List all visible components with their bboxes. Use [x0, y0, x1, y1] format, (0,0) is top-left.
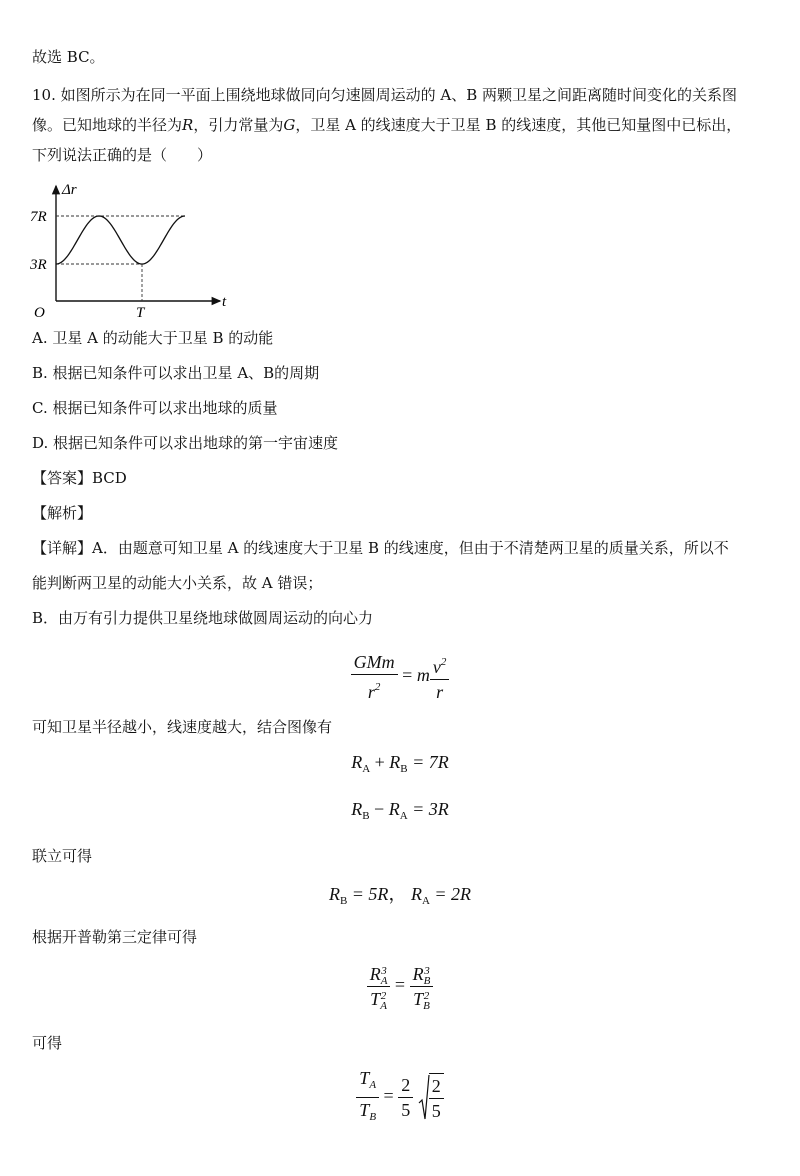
frac-v: v [432, 657, 441, 677]
frac-TA-TB [356, 1066, 379, 1129]
k-ra-sub: A [380, 974, 388, 987]
r-num: 2 [429, 1074, 444, 1099]
k-rb-exp: 3 [424, 964, 430, 977]
stem-var-R: R [182, 116, 194, 134]
eq4-a-rhs: = 5R [351, 884, 389, 904]
option-c: C. 根据已知条件可以求出地球的质量 [32, 399, 278, 417]
eq2-b-sub: B [400, 763, 408, 775]
frac-gmm-r2 [351, 650, 398, 704]
eq2-rhs: = 7R [412, 752, 449, 772]
k-ra-exp: 3 [381, 964, 387, 977]
frac-r: r [367, 682, 375, 702]
stem-line-2a: 像。已知地球的半径为 [32, 116, 183, 134]
equation-diff [0, 799, 800, 822]
text-kede: 可得 [32, 1034, 63, 1052]
y-tick-7R: 7R [30, 209, 47, 225]
detail-line-2: 能判断两卫星的动能大小关系，故 A 错误； [32, 574, 323, 592]
eq4-a: R [328, 884, 340, 904]
eq4-a-sub: B [339, 895, 348, 907]
origin-label: O [34, 305, 45, 318]
frac-r2: r [436, 682, 444, 702]
x-tick-T: T [136, 305, 145, 318]
stem-line-2c: ，卫星 A 的线速度大于卫星 B 的线速度，其他已知量图中已标出， [295, 116, 742, 134]
frac-RA3-TA2 [367, 962, 391, 1011]
text-lianli: 联立可得 [32, 847, 93, 865]
option-a: A. 卫星 A 的动能大于卫星 B 的动能 [32, 329, 274, 347]
eq3-rhs: = 3R [412, 799, 449, 819]
eq2-b: R [389, 752, 401, 772]
equation-kepler [0, 962, 800, 1011]
eq1-m: m [416, 665, 430, 686]
eq3-a-sub: B [362, 810, 370, 822]
k-ta-exp: 2 [380, 989, 387, 1002]
eq3-b: R [388, 799, 400, 819]
analysis-label: 【解析】 [32, 504, 93, 522]
frac-r-exp: 2 [374, 681, 381, 693]
eq2-a-sub: A [362, 763, 371, 775]
k-rb: R [412, 964, 424, 984]
k-tb: T [413, 989, 424, 1009]
equation-sum [0, 752, 800, 775]
stem-line-2b: ，引力常量为 [193, 116, 284, 134]
question-stem [32, 80, 777, 170]
detail-b: B．由万有引力提供卫星绕地球做圆周运动的向心力 [32, 609, 374, 627]
k-rb-sub: B [423, 974, 431, 987]
question-number: 10. [32, 86, 56, 104]
stem-line-1 [32, 80, 777, 110]
answer: 【答案】BCD [32, 469, 127, 487]
option-b: B. 根据已知条件可以求出卫星 A、B的周期 [32, 364, 320, 382]
stem-line-2 [32, 110, 777, 140]
p-ta-sub: A [369, 1079, 377, 1091]
eq2-op: + [374, 752, 385, 772]
distance-time-graph [28, 178, 238, 318]
detail-line-1: 【详解】A．由题意可知卫星 A 的线速度大于卫星 B 的线速度，但由于不清楚两卫星的质量关系，所以不 [32, 539, 729, 557]
p-ta: T [359, 1068, 370, 1088]
eq3-a: R [351, 799, 363, 819]
sqrt-2-5 [418, 1073, 444, 1123]
eq4-b: R [410, 884, 422, 904]
r-den: 5 [431, 1100, 441, 1121]
y-tick-3R: 3R [30, 257, 47, 273]
eq4-b-rhs: = 2R [434, 884, 472, 904]
eq2-a: R [351, 752, 363, 772]
eq4-b-sub: A [421, 895, 430, 907]
c-den: 5 [401, 1100, 411, 1120]
equation-radii [0, 880, 800, 907]
eq3-op: − [374, 799, 385, 819]
option-d: D. 根据已知条件可以求出地球的第一宇宙速度 [32, 434, 339, 452]
stem-var-G: G [283, 116, 296, 134]
k-ta-sub: A [380, 999, 387, 1012]
eq4-sep: ， [388, 884, 407, 904]
frac-gmm-num: GMm [351, 650, 398, 675]
delta-r-curve [56, 216, 185, 264]
p-tb: T [359, 1100, 370, 1120]
equation-period-ratio [0, 1066, 800, 1129]
k-ra: R [369, 964, 381, 984]
equation-gravity-centripetal [0, 650, 800, 704]
p-tb-sub: B [369, 1111, 377, 1123]
frac-v-exp: 2 [440, 656, 447, 668]
eq6-equals: = [383, 1085, 394, 1106]
c-num: 2 [398, 1073, 413, 1098]
eq1-equals: = [402, 665, 413, 686]
eq3-b-sub: A [399, 810, 408, 822]
frac-RB3-TB2 [410, 962, 434, 1011]
text-kepler: 根据开普勒第三定律可得 [32, 928, 198, 946]
intro-text: 故选 BC。 [32, 48, 105, 66]
frac-v2-r [430, 650, 450, 704]
x-axis-label: t [222, 294, 227, 310]
text-after-eq1: 可知卫星半径越小，线速度越大，结合图像有 [32, 718, 333, 736]
stem-line-3: 下列说法正确的是（ ） [32, 146, 213, 164]
eq5-equals: = [394, 974, 406, 995]
k-tb-sub: B [423, 999, 430, 1012]
stem-line-1-text: 如图所示为在同一平面上围绕地球做同向匀速圆周运动的 A、B 两颗卫星之间距离随时间变化的关系图 [60, 86, 738, 104]
frac-under-radical [429, 1073, 444, 1123]
k-tb-exp: 2 [423, 989, 430, 1002]
frac-2-5 [398, 1073, 413, 1122]
y-axis-label: Δr [62, 182, 77, 198]
k-ta: T [370, 989, 381, 1009]
